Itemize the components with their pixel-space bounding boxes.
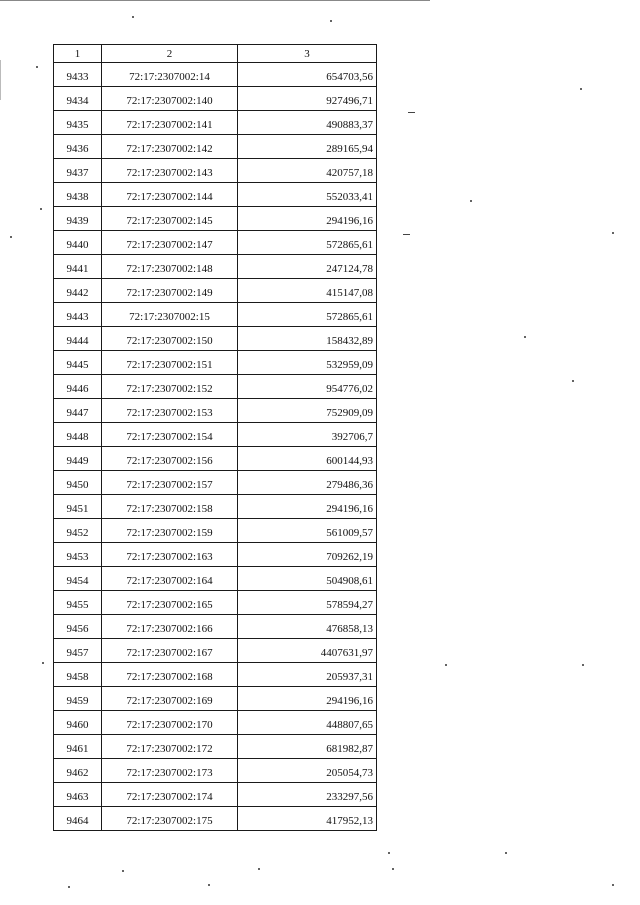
cadastral-number-cell: 72:17:2307002:159 — [102, 519, 238, 543]
row-number-cell: 9443 — [54, 303, 102, 327]
cadastral-number-cell: 72:17:2307002:151 — [102, 351, 238, 375]
row-number-cell: 9437 — [54, 159, 102, 183]
row-number-cell: 9455 — [54, 591, 102, 615]
table-row — [54, 111, 377, 135]
row-number-cell: 9451 — [54, 495, 102, 519]
row-number-cell: 9460 — [54, 711, 102, 735]
table-row — [54, 663, 377, 687]
cadastral-value-cell: 476858,13 — [238, 615, 377, 639]
cadastral-number-cell: 72:17:2307002:164 — [102, 567, 238, 591]
cadastral-number-cell: 72:17:2307002:158 — [102, 495, 238, 519]
scan-speck — [612, 232, 614, 234]
table-row — [54, 711, 377, 735]
cadastral-value-cell: 654703,56 — [238, 63, 377, 87]
table-row — [54, 567, 377, 591]
cadastral-number-cell: 72:17:2307002:15 — [102, 303, 238, 327]
cadastral-number-cell: 72:17:2307002:174 — [102, 783, 238, 807]
cadastral-value-cell: 752909,09 — [238, 399, 377, 423]
cadastral-number-cell: 72:17:2307002:175 — [102, 807, 238, 831]
scan-speck — [612, 884, 614, 886]
row-number-cell: 9438 — [54, 183, 102, 207]
row-number-cell: 9450 — [54, 471, 102, 495]
cadastral-value-cell: 448807,65 — [238, 711, 377, 735]
row-number-cell: 9461 — [54, 735, 102, 759]
cadastral-value-cell: 552033,41 — [238, 183, 377, 207]
cadastral-value-cell: 420757,18 — [238, 159, 377, 183]
cadastral-value-cell: 205937,31 — [238, 663, 377, 687]
cadastral-number-cell: 72:17:2307002:172 — [102, 735, 238, 759]
cadastral-value-cell: 4407631,97 — [238, 639, 377, 663]
table-row — [54, 207, 377, 231]
table-row — [54, 63, 377, 87]
table-row — [54, 327, 377, 351]
scan-speck — [36, 66, 38, 68]
cadastral-value-cell: 392706,7 — [238, 423, 377, 447]
scan-speck — [10, 236, 12, 238]
cadastral-number-cell: 72:17:2307002:170 — [102, 711, 238, 735]
cadastral-value-cell: 294196,16 — [238, 687, 377, 711]
cadastral-number-cell: 72:17:2307002:152 — [102, 375, 238, 399]
cadastral-value-cell: 294196,16 — [238, 495, 377, 519]
table-header-row — [54, 45, 377, 63]
scan-dash — [408, 112, 415, 113]
cadastral-number-cell: 72:17:2307002:144 — [102, 183, 238, 207]
row-number-cell: 9436 — [54, 135, 102, 159]
table-row — [54, 423, 377, 447]
cadastral-number-cell: 72:17:2307002:143 — [102, 159, 238, 183]
table-row — [54, 231, 377, 255]
row-number-cell: 9463 — [54, 783, 102, 807]
cadastral-value-cell: 561009,57 — [238, 519, 377, 543]
table-row — [54, 159, 377, 183]
scan-speck — [40, 208, 42, 210]
column-header-3: 3 — [238, 45, 377, 63]
table-row — [54, 591, 377, 615]
table-row — [54, 543, 377, 567]
row-number-cell: 9442 — [54, 279, 102, 303]
table-row — [54, 807, 377, 831]
table-row — [54, 495, 377, 519]
row-number-cell: 9446 — [54, 375, 102, 399]
row-number-cell: 9452 — [54, 519, 102, 543]
row-number-cell: 9444 — [54, 327, 102, 351]
scan-speck — [132, 16, 134, 18]
cadastral-value-cell: 681982,87 — [238, 735, 377, 759]
cadastral-value-cell: 415147,08 — [238, 279, 377, 303]
cadastral-value-cell: 294196,16 — [238, 207, 377, 231]
cadastral-value-cell: 572865,61 — [238, 303, 377, 327]
cadastral-value-cell: 504908,61 — [238, 567, 377, 591]
cadastral-value-cell: 532959,09 — [238, 351, 377, 375]
cadastral-number-cell: 72:17:2307002:147 — [102, 231, 238, 255]
cadastral-number-cell: 72:17:2307002:150 — [102, 327, 238, 351]
cadastral-value-cell: 233297,56 — [238, 783, 377, 807]
cadastral-number-cell: 72:17:2307002:157 — [102, 471, 238, 495]
cadastral-value-cell: 205054,73 — [238, 759, 377, 783]
row-number-cell: 9435 — [54, 111, 102, 135]
column-header-1: 1 — [54, 45, 102, 63]
scan-speck — [524, 336, 526, 338]
cadastral-number-cell: 72:17:2307002:167 — [102, 639, 238, 663]
row-number-cell: 9448 — [54, 423, 102, 447]
table-row — [54, 471, 377, 495]
row-number-cell: 9441 — [54, 255, 102, 279]
scan-speck — [42, 662, 44, 664]
table-row — [54, 759, 377, 783]
table-row — [54, 183, 377, 207]
scan-speck — [330, 20, 332, 22]
table-row — [54, 399, 377, 423]
row-number-cell: 9459 — [54, 687, 102, 711]
cadastral-value-cell: 600144,93 — [238, 447, 377, 471]
scan-top-rule — [0, 0, 430, 1]
cadastral-value-cell: 289165,94 — [238, 135, 377, 159]
table-row — [54, 351, 377, 375]
cadastral-value-cell: 490883,37 — [238, 111, 377, 135]
table-row — [54, 279, 377, 303]
cadastral-number-cell: 72:17:2307002:154 — [102, 423, 238, 447]
row-number-cell: 9457 — [54, 639, 102, 663]
cadastral-value-cell: 417952,13 — [238, 807, 377, 831]
row-number-cell: 9454 — [54, 567, 102, 591]
scan-speck — [470, 200, 472, 202]
cadastral-number-cell: 72:17:2307002:145 — [102, 207, 238, 231]
scan-speck — [122, 870, 124, 872]
cadastral-number-cell: 72:17:2307002:148 — [102, 255, 238, 279]
cadastral-number-cell: 72:17:2307002:173 — [102, 759, 238, 783]
cadastral-number-cell: 72:17:2307002:168 — [102, 663, 238, 687]
table-row — [54, 735, 377, 759]
table-row — [54, 135, 377, 159]
cadastral-number-cell: 72:17:2307002:141 — [102, 111, 238, 135]
scan-speck — [582, 664, 584, 666]
row-number-cell: 9453 — [54, 543, 102, 567]
row-number-cell: 9439 — [54, 207, 102, 231]
row-number-cell: 9440 — [54, 231, 102, 255]
cadastral-value-cell: 247124,78 — [238, 255, 377, 279]
scan-speck — [580, 88, 582, 90]
scan-speck — [392, 868, 394, 870]
row-number-cell: 9456 — [54, 615, 102, 639]
scan-speck — [445, 664, 447, 666]
cadastral-value-cell: 279486,36 — [238, 471, 377, 495]
scan-left-edge-mark — [0, 60, 1, 100]
table-row — [54, 783, 377, 807]
cadastral-value-table — [53, 44, 377, 831]
scan-speck — [505, 852, 507, 854]
table-row — [54, 519, 377, 543]
table-row — [54, 639, 377, 663]
table-row — [54, 615, 377, 639]
row-number-cell: 9433 — [54, 63, 102, 87]
cadastral-number-cell: 72:17:2307002:166 — [102, 615, 238, 639]
table-row — [54, 255, 377, 279]
table-row — [54, 303, 377, 327]
table-row — [54, 447, 377, 471]
cadastral-number-cell: 72:17:2307002:142 — [102, 135, 238, 159]
row-number-cell: 9458 — [54, 663, 102, 687]
cadastral-value-cell: 158432,89 — [238, 327, 377, 351]
cadastral-number-cell: 72:17:2307002:14 — [102, 63, 238, 87]
cadastral-value-cell: 578594,27 — [238, 591, 377, 615]
row-number-cell: 9464 — [54, 807, 102, 831]
scan-speck — [258, 868, 260, 870]
cadastral-number-cell: 72:17:2307002:149 — [102, 279, 238, 303]
column-header-2: 2 — [102, 45, 238, 63]
row-number-cell: 9449 — [54, 447, 102, 471]
scan-dash — [403, 234, 410, 235]
row-number-cell: 9434 — [54, 87, 102, 111]
table-row — [54, 87, 377, 111]
table-row — [54, 687, 377, 711]
cadastral-number-cell: 72:17:2307002:140 — [102, 87, 238, 111]
cadastral-number-cell: 72:17:2307002:165 — [102, 591, 238, 615]
scan-speck — [68, 886, 70, 888]
scan-speck — [388, 852, 390, 854]
cadastral-value-cell: 572865,61 — [238, 231, 377, 255]
scan-speck — [208, 884, 210, 886]
scan-speck — [572, 380, 574, 382]
cadastral-value-cell: 709262,19 — [238, 543, 377, 567]
cadastral-number-cell: 72:17:2307002:156 — [102, 447, 238, 471]
cadastral-number-cell: 72:17:2307002:163 — [102, 543, 238, 567]
cadastral-number-cell: 72:17:2307002:153 — [102, 399, 238, 423]
row-number-cell: 9447 — [54, 399, 102, 423]
cadastral-number-cell: 72:17:2307002:169 — [102, 687, 238, 711]
row-number-cell: 9445 — [54, 351, 102, 375]
cadastral-value-cell: 954776,02 — [238, 375, 377, 399]
table-row — [54, 375, 377, 399]
cadastral-value-cell: 927496,71 — [238, 87, 377, 111]
row-number-cell: 9462 — [54, 759, 102, 783]
